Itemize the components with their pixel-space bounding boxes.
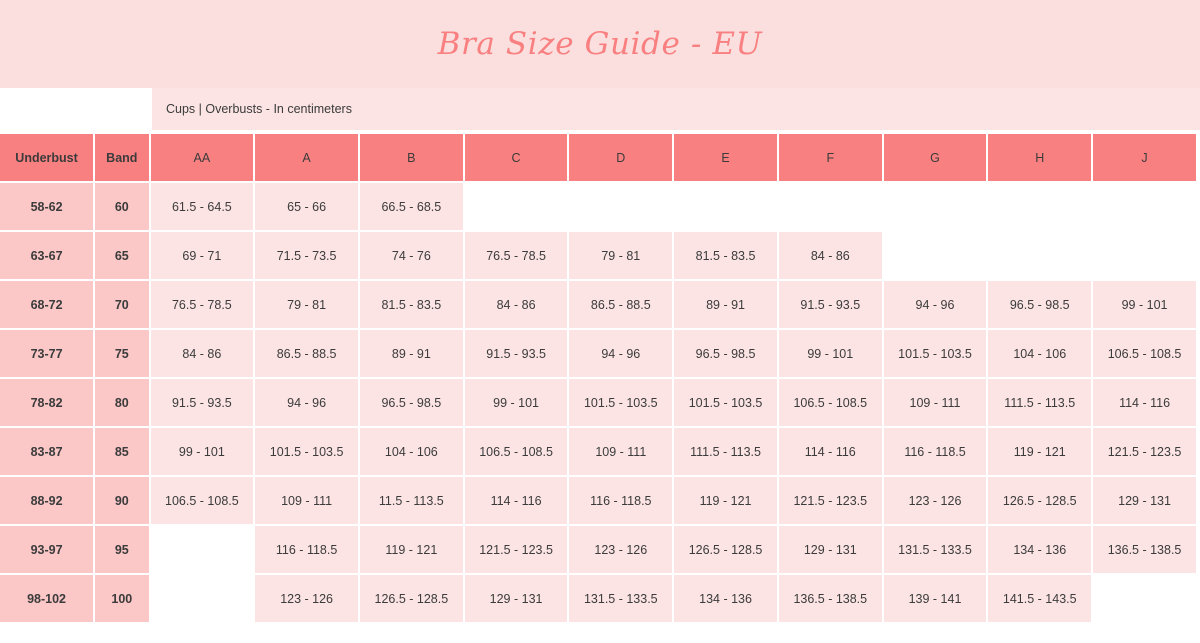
- cell-value: 76.5 - 78.5: [151, 281, 254, 328]
- cell-value: 104 - 106: [988, 330, 1091, 377]
- cell-underbust: 68-72: [0, 281, 93, 328]
- cell-value: 116 - 118.5: [569, 477, 672, 524]
- cell-empty: [569, 183, 672, 230]
- cell-value: 86.5 - 88.5: [255, 330, 358, 377]
- cell-value: 96.5 - 98.5: [988, 281, 1091, 328]
- cell-value: 91.5 - 93.5: [151, 379, 254, 426]
- cell-empty: [1093, 183, 1196, 230]
- cell-value: 79 - 81: [569, 232, 672, 279]
- column-header-underbust: Underbust: [0, 134, 93, 181]
- cell-value: 69 - 71: [151, 232, 254, 279]
- cell-value: 101.5 - 103.5: [255, 428, 358, 475]
- cell-value: 134 - 136: [988, 526, 1091, 573]
- cell-value: 123 - 126: [255, 575, 358, 622]
- cell-value: 129 - 131: [1093, 477, 1196, 524]
- cell-value: 106.5 - 108.5: [151, 477, 254, 524]
- cell-value: 91.5 - 93.5: [779, 281, 882, 328]
- cell-underbust: 78-82: [0, 379, 93, 426]
- cell-value: 109 - 111: [884, 379, 987, 426]
- cell-value: 111.5 - 113.5: [988, 379, 1091, 426]
- cell-empty: [988, 183, 1091, 230]
- table-body: [0, 183, 1196, 622]
- cell-value: 119 - 121: [988, 428, 1091, 475]
- table-header-row: [0, 134, 1196, 181]
- cell-underbust: 93-97: [0, 526, 93, 573]
- cell-value: 106.5 - 108.5: [779, 379, 882, 426]
- subtitle-row: [0, 88, 1200, 130]
- cell-value: 119 - 121: [674, 477, 777, 524]
- cell-band: 80: [95, 379, 148, 426]
- cell-empty: [884, 232, 987, 279]
- table-row: [0, 183, 1196, 230]
- cell-value: 74 - 76: [360, 232, 463, 279]
- cell-value: 131.5 - 133.5: [569, 575, 672, 622]
- cell-empty: [465, 183, 568, 230]
- cell-band: 65: [95, 232, 148, 279]
- cell-band: 70: [95, 281, 148, 328]
- column-header-cup-f: F: [779, 134, 882, 181]
- cell-value: 134 - 136: [674, 575, 777, 622]
- cell-band: 85: [95, 428, 148, 475]
- cell-value: 66.5 - 68.5: [360, 183, 463, 230]
- cell-value: 121.5 - 123.5: [465, 526, 568, 573]
- cell-value: 111.5 - 113.5: [674, 428, 777, 475]
- cell-value: 79 - 81: [255, 281, 358, 328]
- cell-empty: [151, 526, 254, 573]
- cell-value: 131.5 - 133.5: [884, 526, 987, 573]
- table-row: [0, 428, 1196, 475]
- cell-value: 96.5 - 98.5: [674, 330, 777, 377]
- cell-empty: [674, 183, 777, 230]
- cell-value: 129 - 131: [779, 526, 882, 573]
- cell-band: 60: [95, 183, 148, 230]
- cell-value: 99 - 101: [1093, 281, 1196, 328]
- cell-value: 123 - 126: [569, 526, 672, 573]
- column-header-cup-h: H: [988, 134, 1091, 181]
- cell-underbust: 83-87: [0, 428, 93, 475]
- cell-value: 99 - 101: [465, 379, 568, 426]
- column-header-cup-d: D: [569, 134, 672, 181]
- cell-value: 126.5 - 128.5: [988, 477, 1091, 524]
- column-header-cup-aa: AA: [151, 134, 254, 181]
- cell-value: 91.5 - 93.5: [465, 330, 568, 377]
- cell-value: 121.5 - 123.5: [1093, 428, 1196, 475]
- column-header-cup-a: A: [255, 134, 358, 181]
- cell-value: 99 - 101: [779, 330, 882, 377]
- column-header-cup-c: C: [465, 134, 568, 181]
- cell-value: 61.5 - 64.5: [151, 183, 254, 230]
- cell-value: 109 - 111: [569, 428, 672, 475]
- cell-value: 101.5 - 103.5: [884, 330, 987, 377]
- column-header-cup-g: G: [884, 134, 987, 181]
- cell-value: 89 - 91: [674, 281, 777, 328]
- cell-value: 114 - 116: [779, 428, 882, 475]
- cell-underbust: 58-62: [0, 183, 93, 230]
- cell-empty: [779, 183, 882, 230]
- cell-value: 119 - 121: [360, 526, 463, 573]
- cell-value: 136.5 - 138.5: [779, 575, 882, 622]
- cell-value: 84 - 86: [465, 281, 568, 328]
- cell-value: 136.5 - 138.5: [1093, 526, 1196, 573]
- cell-band: 95: [95, 526, 148, 573]
- cell-value: 81.5 - 83.5: [360, 281, 463, 328]
- cell-value: 114 - 116: [465, 477, 568, 524]
- column-header-band: Band: [95, 134, 148, 181]
- cell-value: 104 - 106: [360, 428, 463, 475]
- cell-value: 94 - 96: [255, 379, 358, 426]
- column-header-cup-b: B: [360, 134, 463, 181]
- table-row: [0, 526, 1196, 573]
- cell-underbust: 88-92: [0, 477, 93, 524]
- page-title: Bra Size Guide - EU: [437, 26, 763, 62]
- subtitle-spacer: [0, 88, 152, 130]
- cell-empty: [151, 575, 254, 622]
- cell-value: 129 - 131: [465, 575, 568, 622]
- cell-band: 75: [95, 330, 148, 377]
- cell-underbust: 63-67: [0, 232, 93, 279]
- cell-value: 84 - 86: [779, 232, 882, 279]
- cell-value: 126.5 - 128.5: [674, 526, 777, 573]
- table-row: [0, 281, 1196, 328]
- cell-band: 100: [95, 575, 148, 622]
- cell-value: 101.5 - 103.5: [674, 379, 777, 426]
- cell-value: 86.5 - 88.5: [569, 281, 672, 328]
- cell-empty: [884, 183, 987, 230]
- cell-value: 101.5 - 103.5: [569, 379, 672, 426]
- cell-value: 121.5 - 123.5: [779, 477, 882, 524]
- cell-value: 65 - 66: [255, 183, 358, 230]
- cell-value: 116 - 118.5: [255, 526, 358, 573]
- cell-empty: [1093, 575, 1196, 622]
- table-row: [0, 232, 1196, 279]
- cell-underbust: 98-102: [0, 575, 93, 622]
- cell-value: 116 - 118.5: [884, 428, 987, 475]
- table-row: [0, 330, 1196, 377]
- cell-empty: [1093, 232, 1196, 279]
- cell-value: 94 - 96: [884, 281, 987, 328]
- cell-value: 106.5 - 108.5: [1093, 330, 1196, 377]
- cell-value: 106.5 - 108.5: [465, 428, 568, 475]
- table-row: [0, 379, 1196, 426]
- column-header-cup-e: E: [674, 134, 777, 181]
- cell-empty: [988, 232, 1091, 279]
- cell-value: 109 - 111: [255, 477, 358, 524]
- table-row: [0, 575, 1196, 622]
- cell-value: 99 - 101: [151, 428, 254, 475]
- cell-value: 141.5 - 143.5: [988, 575, 1091, 622]
- cell-band: 90: [95, 477, 148, 524]
- cell-value: 11.5 - 113.5: [360, 477, 463, 524]
- cell-value: 126.5 - 128.5: [360, 575, 463, 622]
- cell-value: 96.5 - 98.5: [360, 379, 463, 426]
- cell-value: 71.5 - 73.5: [255, 232, 358, 279]
- cell-value: 89 - 91: [360, 330, 463, 377]
- cell-value: 81.5 - 83.5: [674, 232, 777, 279]
- subtitle-label: Cups | Overbusts - In centimeters: [152, 88, 1200, 130]
- size-table: [0, 132, 1198, 624]
- cell-value: 139 - 141: [884, 575, 987, 622]
- page-title-bar: [0, 0, 1200, 88]
- cell-value: 114 - 116: [1093, 379, 1196, 426]
- cell-underbust: 73-77: [0, 330, 93, 377]
- cell-value: 84 - 86: [151, 330, 254, 377]
- cell-value: 76.5 - 78.5: [465, 232, 568, 279]
- cell-value: 123 - 126: [884, 477, 987, 524]
- cell-value: 94 - 96: [569, 330, 672, 377]
- column-header-cup-j: J: [1093, 134, 1196, 181]
- table-row: [0, 477, 1196, 524]
